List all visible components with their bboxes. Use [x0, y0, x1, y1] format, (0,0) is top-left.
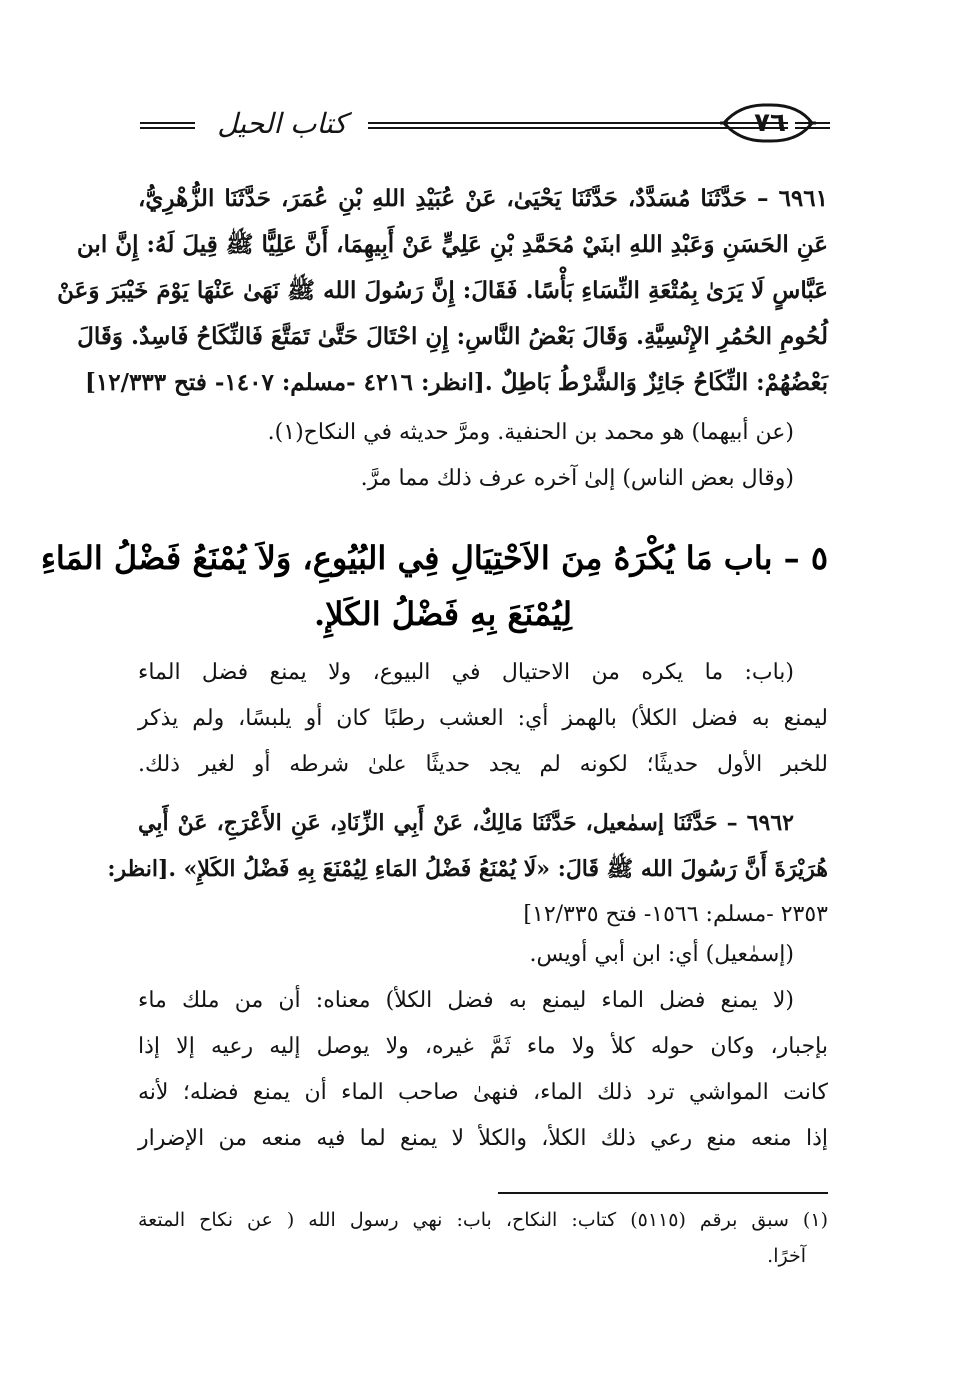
header-rule-right — [795, 122, 830, 129]
hadith-line: عَبَّاسٍ لَا يَرَىٰ بِمُتْعَةِ النِّسَاءِ بَأْسًا. فَقَالَ: إِنَّ رَسُولَ الله ﷺ نَهَىٰ عَنْهَا يَوْمَ خَيْبَرَ وَعَنْ — [57, 277, 828, 304]
commentary-line: (باب: ما يكره من الاحتيال في البيوع، ولا يمنع فضل الماء — [138, 660, 794, 685]
footnote-line: آخرًا. — [767, 1245, 806, 1267]
commentary-line: (عن أبيهما) هو محمد بن الحنفية. ومرَّ حديثه في النكاح(١). — [267, 420, 794, 445]
commentary-6962 — [138, 932, 828, 1162]
hadith-line: هُرَيْرَةَ أَنَّ رَسُولَ الله ﷺ قَالَ: «لَا يُمْنَعُ فَضْلُ المَاءِ لِيُمْنَعَ بِهِ فَضْلُ الكَلإِ» .[انظر: — [107, 856, 828, 882]
footnotes — [138, 1202, 828, 1274]
hadith-6962 — [107, 800, 828, 938]
commentary-chapter — [138, 650, 828, 788]
running-header — [140, 96, 830, 152]
hadith-line: بَعْضُهُمْ: النِّكَاحُ جَائِزٌ وَالشَّرْطُ بَاطِلٌ .[انظر: ٤٢١٦ -مسلم: ١٤٠٧- فتح ١٢/٣٣٣] — [84, 369, 828, 396]
hadith-line: ٦٩٦٢ – حَدَّثَنَا إسمٰعيل، حَدَّثَنَا مَالِكٌ، عَنْ أَبِي الزِّنَادِ، عَنِ الأَعْرَجِ، عَنْ أَبِي — [138, 810, 794, 836]
commentary-line: (وقال بعض الناس) إلىٰ آخره عرف ذلك مما مرَّ. — [360, 466, 794, 491]
footnote-separator — [498, 1192, 828, 1194]
commentary-line: (إسمٰعيل) أي: ابن أبي أويس. — [529, 942, 794, 967]
hadith-line: لُحُومِ الحُمُرِ الإِنْسِيَّةِ. وَقَالَ بَعْضُ النَّاسِ: إِنِ احْتَالَ حَتَّىٰ تَمَتَّعَ فَالنِّكَاحُ فَاسِدٌ. وَقَالَ — [77, 323, 828, 350]
commentary-6961 — [138, 410, 828, 502]
commentary-line: إذا منعه منع رعي ذلك الكلأ، والكلأ لا يمنع لما فيه منعه من الإضرار — [138, 1126, 828, 1151]
hadith-line: عَنِ الحَسَنِ وَعَبْدِ اللهِ ابنَيْ مُحَمَّدِ بْنِ عَلِيٍّ عَنْ أَبِيهِمَا، أَنَّ عَلِيًّا ﷺ قِيلَ لَهُ: إِنَّ ابن — [76, 231, 828, 258]
hadith-6961 — [57, 176, 828, 406]
book-title: كتاب الحيل — [217, 107, 347, 140]
hadith-line: ٢٣٥٣ -مسلم: ١٥٦٦- فتح ١٢/٣٣٥] — [523, 902, 828, 927]
hadith-line: ٦٩٦١ – حَدَّثَنَا مُسَدَّدٌ، حَدَّثَنَا يَحْيَىٰ، عَنْ عُبَيْدِ اللهِ بْنِ عُمَرَ، حَدَّثَنَا الزُّهْرِيُّ، — [138, 185, 828, 212]
commentary-line: (لا يمنع فضل الماء ليمنع به فضل الكلأ) معناه: أن من ملك ماء — [138, 988, 794, 1013]
commentary-line: ليمنع به فضل الكلأ) بالهمز أي: العشب رطبًا كان أو يلبسًا، ولم يذكر — [138, 706, 828, 731]
footnote-line: (١) سبق برقم (٥١١٥) كتاب: النكاح، باب: نهي رسول الله ( عن نكاح المتعة — [138, 1209, 828, 1231]
chapter-heading-line: ٥ – باب مَا يُكْرَهُ مِنَ الاَحْتِيَالِ فِي البُيُوعِ، وَلاَ يُمْنَعُ فَضْلُ المَاءِ — [40, 539, 828, 577]
chapter-heading — [40, 530, 828, 642]
commentary-line: للخبر الأول حديثًا؛ لكونه لم يجد حديثًا علىٰ شرطه أو لغير ذلك. — [138, 752, 828, 777]
commentary-line: بإجبار، وكان حوله كلأ ولا ماء ثَمَّ غيره، ولا يوصل إليه رعيه إلا إذا — [138, 1034, 828, 1059]
chapter-heading-line: لِيُمْنَعَ بِهِ فَضْلُ الكَلإِ. — [314, 595, 572, 633]
page-number: ٧٦ — [754, 108, 786, 138]
header-rule-left — [140, 122, 195, 129]
commentary-line: كانت المواشي ترد ذلك الماء، فنهىٰ صاحب الماء أن يمنع فضله؛ لأنه — [138, 1080, 829, 1105]
